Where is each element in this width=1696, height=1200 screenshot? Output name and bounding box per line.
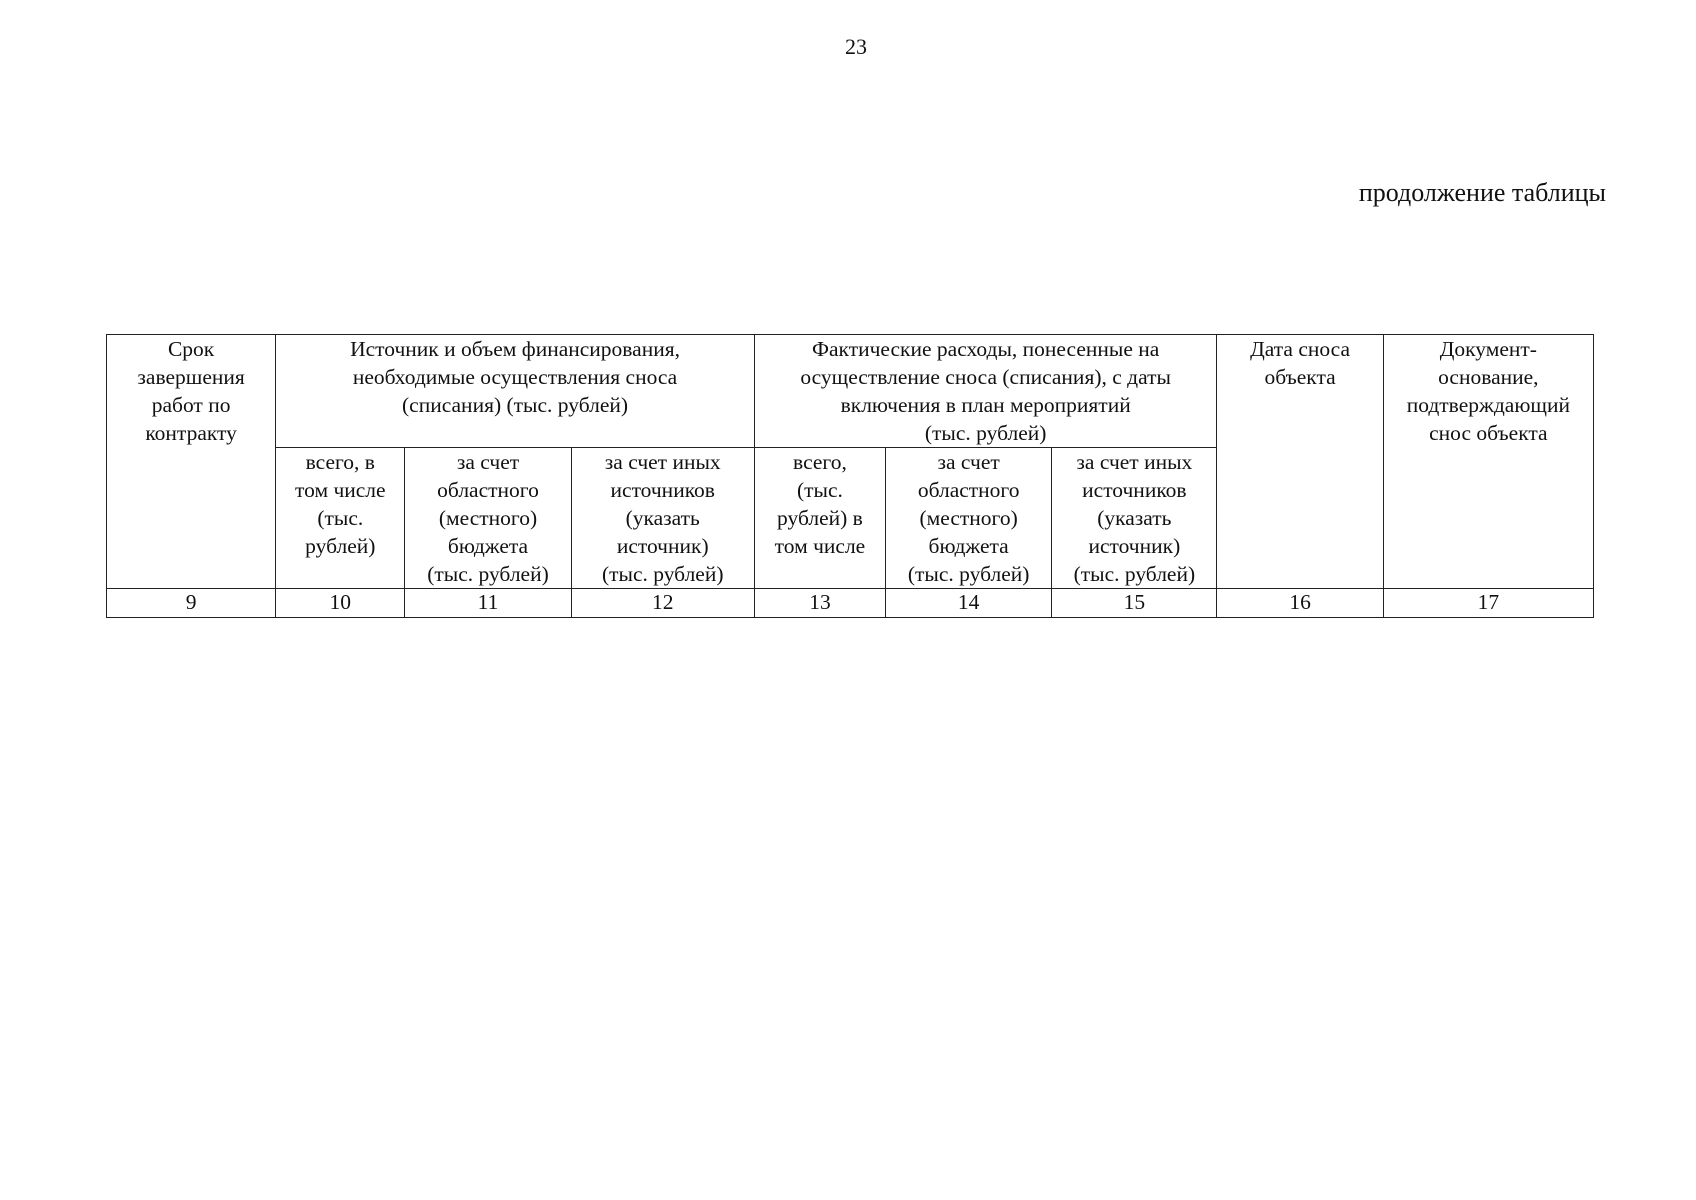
subheader-actual-other: за счет иных источников (указать источник) (тыс. рублей)	[1052, 448, 1217, 589]
subheader-funding-total: всего, в том числе (тыс. рублей)	[276, 448, 405, 589]
header-demolition-date: Дата сноса объекта	[1217, 335, 1383, 589]
header-basis-document: Документ- основание, подтверждающий снос объекта	[1383, 335, 1593, 589]
continuation-label: продолжение таблицы	[1358, 178, 1606, 207]
subheader-funding-other: за счет иных источников (указать источник) (тыс. рублей)	[571, 448, 754, 589]
column-number: 10	[276, 589, 405, 618]
column-number: 15	[1052, 589, 1217, 618]
column-number: 16	[1217, 589, 1383, 618]
subheader-actual-regional: за счет областного (местного) бюджета (тыс. рублей)	[886, 448, 1052, 589]
header-actual-expenses: Фактические расходы, понесенные на осуществление сноса (списания), с даты включения в план мероприятий (тыс. рублей)	[754, 335, 1217, 448]
column-number: 13	[754, 589, 885, 618]
header-funding-source: Источник и объем финансирования, необходимые осуществления сноса (списания) (тыс. рублей)	[276, 335, 755, 448]
subheader-funding-regional: за счет областного (местного) бюджета (тыс. рублей)	[405, 448, 571, 589]
header-completion-term: Срок завершения работ по контракту	[107, 335, 276, 589]
column-number: 11	[405, 589, 571, 618]
column-number: 17	[1383, 589, 1593, 618]
column-number: 9	[107, 589, 276, 618]
page-number: 23	[845, 34, 867, 59]
column-number-row	[107, 589, 1594, 618]
report-table	[106, 334, 1594, 618]
column-number: 12	[571, 589, 754, 618]
header-row	[107, 335, 1594, 448]
column-number: 14	[886, 589, 1052, 618]
subheader-actual-total: всего, (тыс. рублей) в том числе	[754, 448, 885, 589]
